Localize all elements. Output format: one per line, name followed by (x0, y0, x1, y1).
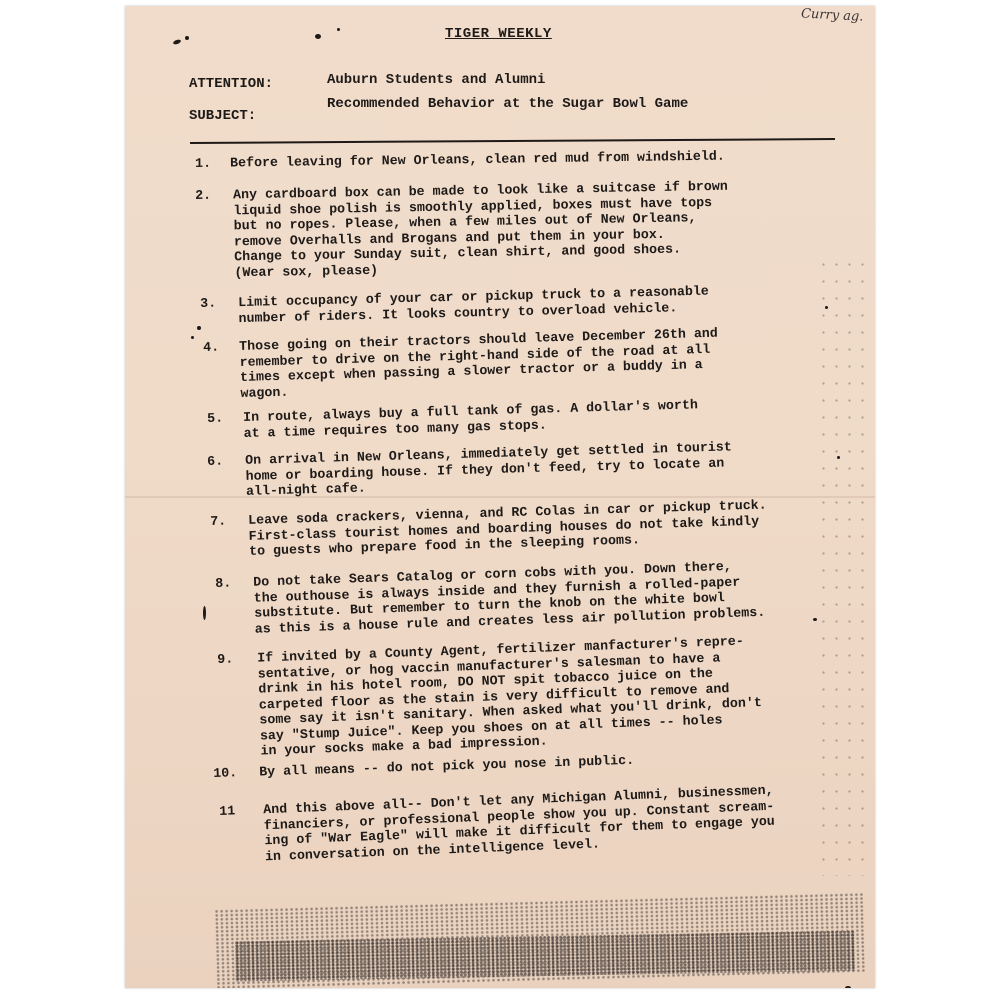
item-text: In route, always buy a full tank of gas. A dollar's worth at a time requires too many gas stops. (242, 397, 699, 441)
subject-label: SUBJECT: (189, 108, 257, 124)
ink-speck (197, 326, 201, 330)
attention-line (125, 72, 875, 96)
ink-speck (845, 986, 851, 988)
attention-value: Auburn Students and Alumni (327, 72, 546, 88)
ink-speck (191, 336, 194, 339)
handwritten-corner-note: Curry ag. (800, 6, 864, 25)
item-number: 11 (219, 803, 236, 819)
ink-speck (203, 606, 206, 620)
ink-speck (837, 456, 840, 459)
item-text: Any cardboard box can be made to look like a suitcase if brown liquid shoe polish is smoothly applied, boxes must have tops but no ropes. Please, when a few miles out of New Orleans, remove Overhalls and Brogans and put them in your box. Change to your Sunday suit, clean shirt, and good shoes. (Wear sox, please) (232, 178, 728, 280)
item-text: Those going on their tractors should leave December 26th and remember to drive on the right-hand side of the road at all times except when passing a slower tractor or a buddy in a wagon. (238, 325, 718, 401)
item-number: 10. (213, 765, 238, 781)
item-text: If invited by a County Agent, fertilizer manfacturer's repre- sentative, or hog vaccin manufacturer's salesman to have a drink in his hotel room, DO NOT spit tobacco juice on the carpeted floor as the stain is very difficult to remove and some say it isn't sanitary. When asked what you'll drink, don't say "Stump Juice". Keep you shoes on at all times -- holes in your socks make a bad impression. (256, 633, 763, 759)
subject-value: Recommended Behavior at the Sugar Bowl Game (327, 96, 689, 112)
newsletter-title: TIGER WEEKLY (445, 26, 552, 42)
item-text: On arrival in New Orleans, immediately get settled in tourist home or boarding house. If they don't feed, try to locate an all-night cafe. (244, 439, 732, 499)
ink-speck (825, 306, 828, 309)
ink-speck (315, 34, 321, 39)
header-divider (190, 138, 835, 144)
item-number: 2. (195, 187, 212, 203)
subject-line (125, 96, 875, 128)
item-text: Limit occupancy of your car or pickup truck to a reasonable number of riders. It looks country to overload vehicle. (237, 283, 710, 326)
item-number: 1. (195, 155, 212, 171)
ink-speck (173, 39, 182, 45)
item-number: 5. (207, 410, 224, 426)
item-text: And this above all-- Don't let any Michigan Alumni, businessmen, financiers, or professional people show you up. Constant scream- ing of "War Eagle" will make it difficult for them to engage you in conversation on the intelligence level. (262, 782, 776, 864)
item-number: 4. (203, 339, 220, 355)
item-number: 9. (217, 651, 234, 667)
ink-speck (337, 28, 340, 31)
ink-speck (813, 618, 817, 621)
item-number: 7. (210, 513, 227, 529)
item-text: Leave soda crackers, vienna, and RC Colas in car or pickup truck. First-class tourist homes and boarding houses do not take kindly to guests who prepare food in the sleeping rooms. (247, 497, 767, 559)
item-text: Do not take Sears Catalog or corn cobs with you. Down there, the outhouse is always inside and they furnish a rolled-paper substitute. But remember to turn the knob on the white bowl as this is a house rule and creates less air pollution problems. (252, 558, 766, 637)
item-text: Before leaving for New Orleans, clean red mud from windshield. (229, 148, 725, 171)
item-number: 6. (207, 453, 224, 469)
document-page (125, 6, 875, 988)
attention-label: ATTENTION: (189, 76, 274, 92)
item-text: By all means -- do not pick you nose in public. (258, 752, 635, 780)
item-number: 3. (200, 295, 217, 311)
item-number: 8. (215, 575, 232, 591)
ink-speck (185, 36, 189, 40)
